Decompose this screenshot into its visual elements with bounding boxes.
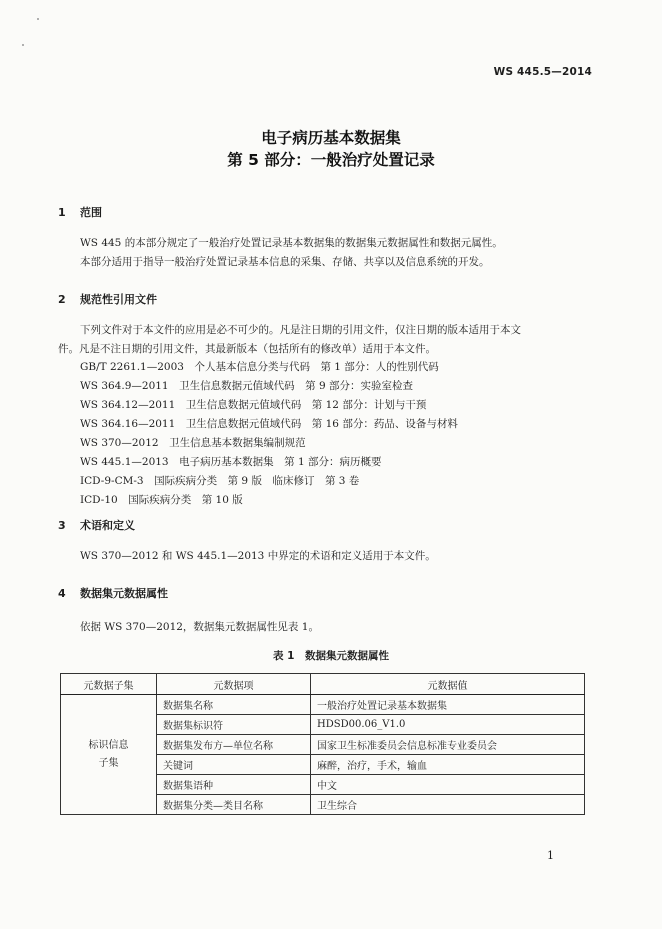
reference-item: ICD-9-CM-3 国际疾病分类 第 9 版 临床修订 第 3 卷 bbox=[80, 475, 360, 487]
column-header: 元数据值 bbox=[311, 674, 585, 695]
terms-paragraph: WS 370—2012 和 WS 445.1—2013 中界定的术语和定义适用于本文件。 bbox=[80, 550, 436, 562]
metadata-item-cell: 关键词 bbox=[157, 755, 311, 775]
metadata-item-cell: 数据集标识符 bbox=[157, 715, 311, 735]
metadata-table bbox=[60, 673, 585, 815]
metadata-paragraph: 依据 WS 370—2012，数据集元数据属性见表 1。 bbox=[80, 621, 319, 633]
scan-speck bbox=[22, 44, 24, 46]
metadata-value-cell: 国家卫生标准委员会信息标准专业委员会 bbox=[311, 735, 585, 755]
scope-paragraph-2: 本部分适用于指导一般治疗处置记录基本信息的采集、存储、共享以及信息系统的开发。 bbox=[80, 256, 490, 268]
section-heading-scope bbox=[58, 204, 102, 220]
normative-intro-line-1: 下列文件对于本文件的应用是必不可少的。凡是注日期的引用文件，仅注日期的版本适用于本文 bbox=[80, 324, 521, 336]
reference-item: WS 370—2012 卫生信息基本数据集编制规范 bbox=[80, 437, 306, 449]
section-number: 4 bbox=[58, 587, 66, 600]
metadata-value-cell: 麻醉，治疗，手术，输血 bbox=[311, 755, 585, 775]
metadata-item-cell: 数据集分类—类目名称 bbox=[157, 795, 311, 815]
document-title: 电子病历基本数据集 bbox=[261, 129, 401, 147]
metadata-value-cell: 卫生综合 bbox=[311, 795, 585, 815]
metadata-item-cell: 数据集发布方—单位名称 bbox=[157, 735, 311, 755]
table-header-row bbox=[61, 674, 585, 695]
reference-item: WS 445.1—2013 电子病历基本数据集 第 1 部分：病历概要 bbox=[80, 456, 382, 468]
reference-item: WS 364.16—2011 卫生信息数据元值域代码 第 16 部分：药品、设备与材料 bbox=[80, 418, 458, 430]
section-title: 规范性引用文件 bbox=[80, 293, 157, 306]
reference-item: WS 364.12—2011 卫生信息数据元值域代码 第 12 部分：计划与干预 bbox=[80, 399, 427, 411]
metadata-item-cell: 数据集语种 bbox=[157, 775, 311, 795]
column-header: 元数据子集 bbox=[61, 674, 157, 695]
metadata-value-cell: 中文 bbox=[311, 775, 585, 795]
normative-intro-line-2: 件。凡是不注日期的引用文件，其最新版本（包括所有的修改单）适用于本文件。 bbox=[58, 343, 436, 355]
subset-label-cell bbox=[61, 695, 157, 815]
page-number: 1 bbox=[547, 849, 554, 862]
table-caption: 表 1 数据集元数据属性 bbox=[273, 650, 389, 662]
section-number: 2 bbox=[58, 293, 66, 306]
section-heading-normative-references bbox=[58, 291, 157, 307]
section-number: 3 bbox=[58, 519, 66, 532]
table-row bbox=[61, 695, 585, 715]
scope-paragraph-1: WS 445 的本部分规定了一般治疗处置记录基本数据集的数据集元数据属性和数据元属性。 bbox=[80, 237, 503, 249]
section-heading-terms bbox=[58, 517, 135, 533]
reference-item: WS 364.9—2011 卫生信息数据元值域代码 第 9 部分：实验室检查 bbox=[80, 380, 413, 392]
subset-label-line-2: 子集 bbox=[98, 757, 119, 769]
scan-speck bbox=[37, 18, 39, 20]
subset-label-line-1: 标识信息 bbox=[88, 739, 129, 751]
standard-code: WS 445.5—2014 bbox=[493, 66, 592, 78]
section-number: 1 bbox=[58, 206, 66, 219]
section-heading-metadata bbox=[58, 585, 168, 601]
metadata-item-cell: 数据集名称 bbox=[157, 695, 311, 715]
column-header: 元数据项 bbox=[157, 674, 311, 695]
document-subtitle: 第 5 部分：一般治疗处置记录 bbox=[227, 151, 435, 169]
section-title: 术语和定义 bbox=[80, 519, 135, 532]
reference-item: ICD-10 国际疾病分类 第 10 版 bbox=[80, 494, 243, 506]
metadata-value-cell: 一般治疗处置记录基本数据集 bbox=[311, 695, 585, 715]
section-title: 范围 bbox=[80, 206, 102, 219]
metadata-value-cell: HDSD00.06_V1.0 bbox=[311, 715, 585, 735]
section-title: 数据集元数据属性 bbox=[80, 587, 168, 600]
reference-item: GB/T 2261.1—2003 个人基本信息分类与代码 第 1 部分：人的性别代码 bbox=[80, 361, 439, 373]
